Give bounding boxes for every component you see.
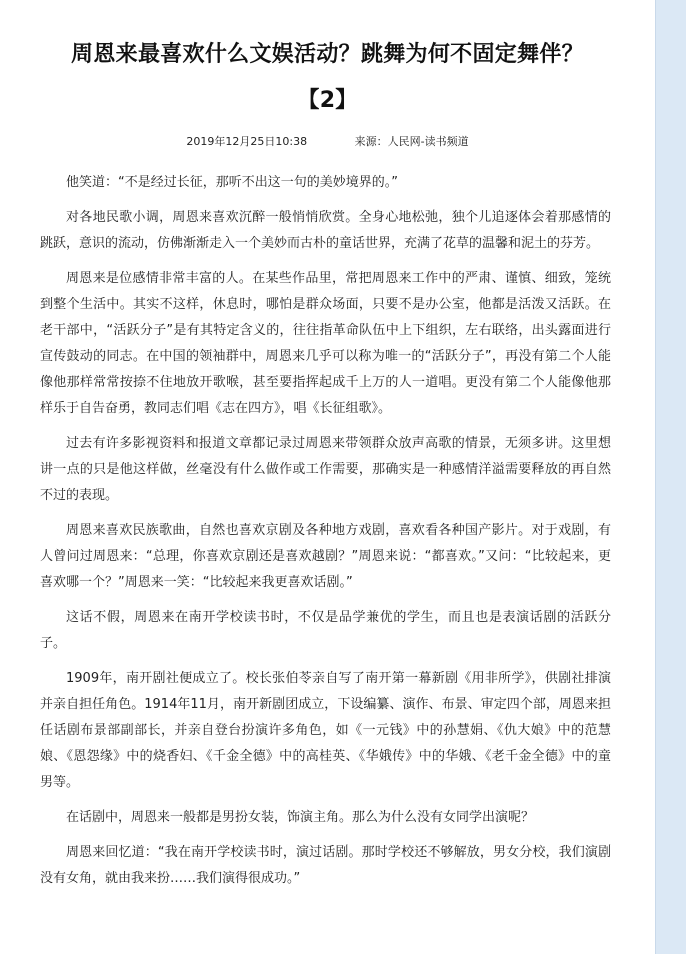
paragraph: 对各地民歌小调，周恩来喜欢沉醉一般悄悄欣赏。全身心地松弛，独个儿追逐体会着那感情的跳跃，意识的流动，仿佛渐渐走入一个美妙而古朴的童话世界，充满了花草的温馨和泥土的芬芳。	[40, 210, 611, 251]
article-title-line2: 【2】	[297, 88, 358, 113]
article-body	[0, 150, 655, 892]
paragraph: 周恩来喜欢民族歌曲，自然也喜欢京剧及各种地方戏剧，喜欢看各种国产影片。对于戏剧，有人曾问过周恩来：“总理，你喜欢京剧还是喜欢越剧？”周恩来说：“都喜欢。”又问：“比较起来，更喜欢哪一个？”周恩来一笑：“比较起来我更喜欢话剧。”	[40, 523, 611, 590]
paragraph: 周恩来是位感情非常丰富的人。在某些作品里，常把周恩来工作中的严肃、谨慎、细致，笼统到整个生活中。其实不这样，休息时，哪怕是群众场面，只要不是办公室，他都是活泼又活跃。在老干部中，“活跃分子”是有其特定含义的，往往指革命队伍中上下组织，左右联络，出头露面进行宣传鼓动的同志。在中国的领袖群中，周恩来几乎可以称为唯一的“活跃分子”，再没有第二个人能像他那样常常按捺不住地放开歌喉，甚至要指挥起成千上万的人一道唱。更没有第二个人能像他那样乐于自告奋勇，教同志们唱《志在四方》，唱《长征组歌》。	[40, 271, 611, 416]
paragraph: 周恩来回忆道：“我在南开学校读书时，演过话剧。那时学校还不够解放，男女分校，我们演剧没有女角，就由我来扮……我们演得很成功。”	[40, 845, 611, 886]
paragraph: 过去有许多影视资料和报道文章都记录过周恩来带领群众放声高歌的情景，无须多讲。这里想讲一点的只是他这样做，丝毫没有什么做作或工作需要，那确实是一种感情洋溢需要释放的再自然不过的表现。	[40, 436, 611, 503]
article-source: 来源：人民网-读书频道	[354, 135, 469, 148]
article-title	[0, 0, 655, 124]
paragraph: 在话剧中，周恩来一般都是男扮女装，饰演主角。那么为什么没有女同学出演呢？	[66, 810, 535, 825]
publish-date: 2019年12月25日10:38	[186, 135, 308, 148]
paragraph: 这话不假，周恩来在南开学校读书时，不仅是品学兼优的学生，而且也是表演话剧的活跃分子。	[40, 610, 611, 651]
paragraph: 1909年，南开剧社便成立了。校长张伯苓亲自写了南开第一幕新剧《用非所学》，供剧社排演并亲自担任角色。1914年11月，南开新剧团成立，下设编纂、演作、布景、审定四个部，周恩来担任话剧布景部副部长，并亲自登台扮演许多角色，如《一元钱》中的孙慧娟、《仇大娘》中的范慧娘、《恩怨缘》中的烧香妇、《千金全德》中的高桂英、《华娥传》中的华娥、《老千金全德》中的童男等。	[40, 671, 611, 790]
page-background-strip	[656, 0, 686, 954]
article-meta	[0, 134, 655, 150]
article-title-line1: 周恩来最喜欢什么文娱活动？跳舞为何不固定舞伴？	[71, 42, 584, 67]
paragraph: 他笑道：“不是经过长征，那听不出这一句的美妙境界的。”	[66, 175, 398, 190]
